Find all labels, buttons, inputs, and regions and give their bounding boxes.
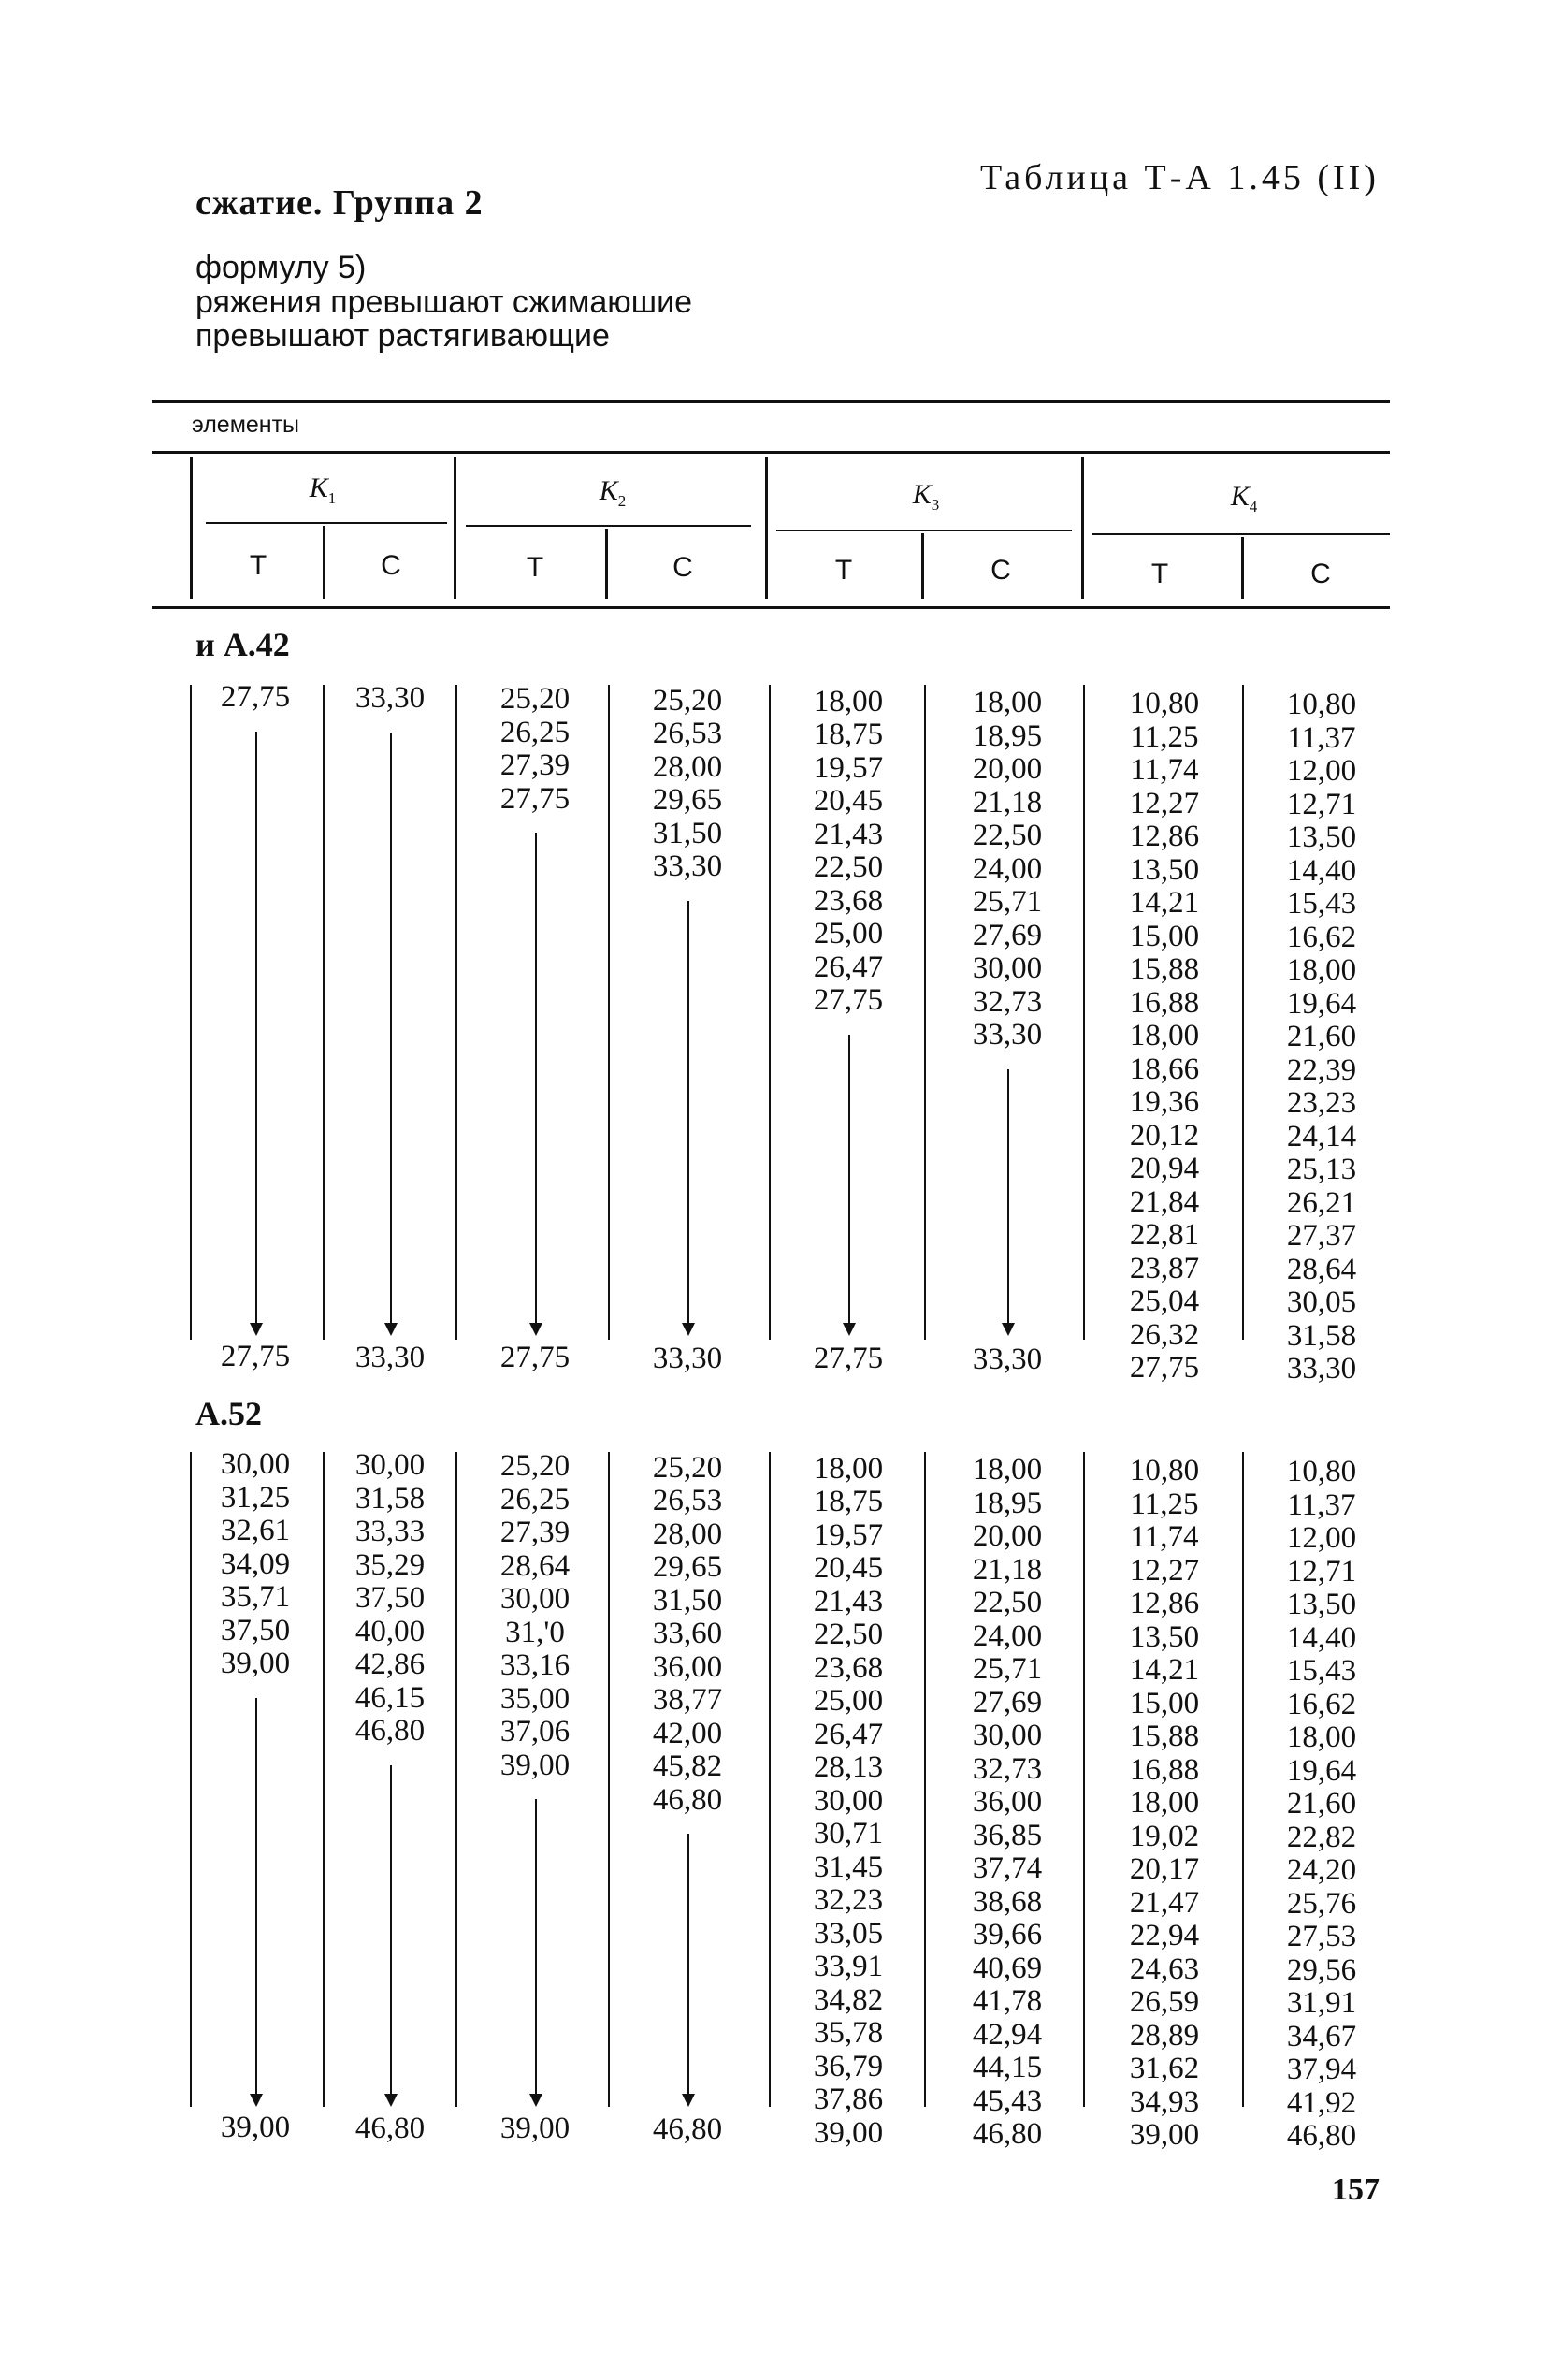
table-cell: 18,00 xyxy=(813,1451,884,1486)
table-cell: 26,21 xyxy=(1286,1185,1357,1220)
table-cell: 15,88 xyxy=(1129,1720,1200,1754)
table-cell: 12,00 xyxy=(1286,1521,1357,1556)
table-cell: 18,00 xyxy=(813,684,884,718)
table-cell: 22,50 xyxy=(972,819,1043,852)
hdr-divider-0 xyxy=(190,457,193,599)
s1-divider-6 xyxy=(1083,685,1085,1340)
table-cell: 35,78 xyxy=(813,2016,884,2051)
table-cell: 20,17 xyxy=(1129,1852,1200,1887)
table-cell: 29,65 xyxy=(652,783,723,818)
table-cell: 13,50 xyxy=(1286,820,1357,855)
table-cell: 25,00 xyxy=(813,1684,884,1719)
table-cell: 25,76 xyxy=(1286,1886,1357,1921)
table-caption: Таблица Т-А 1.45 (II) xyxy=(980,158,1380,197)
table-cell: 20,12 xyxy=(1129,1118,1200,1153)
table-cell: 32,73 xyxy=(972,984,1043,1019)
table-cell: 12,27 xyxy=(1129,786,1200,820)
table-cell: 21,18 xyxy=(972,1552,1043,1587)
table-cell: 11,25 xyxy=(1130,719,1199,754)
table-cell: 22,50 xyxy=(813,850,884,885)
column-section1-6 xyxy=(1113,688,1216,1386)
subtitle-line-3: превышают растягивающие xyxy=(195,318,610,354)
header-c-3: С xyxy=(990,555,1011,586)
table-cell: 25,20 xyxy=(652,683,723,718)
table-cell: 10,80 xyxy=(1286,1455,1357,1489)
table-cell: 13,50 xyxy=(1129,852,1200,887)
table-cell: 33,91 xyxy=(813,1950,884,1984)
table-cell: 18,00 xyxy=(972,1453,1043,1487)
table-cell: 39,00 xyxy=(813,2115,884,2150)
table-cell: 19,02 xyxy=(1129,1819,1200,1853)
tc-divider-1 xyxy=(323,526,325,599)
table-cell: 20,45 xyxy=(813,1551,884,1586)
header-k3: $K_3$ xyxy=(912,479,940,514)
column-section2-0 xyxy=(204,1448,307,1681)
table-cell: 36,00 xyxy=(652,1649,723,1684)
table-cell: 20,94 xyxy=(1129,1152,1200,1186)
table-cell: 23,87 xyxy=(1129,1251,1200,1285)
table-cell: 18,75 xyxy=(813,718,884,752)
table-cell: 20,45 xyxy=(813,784,884,819)
table-cell: 28,64 xyxy=(1286,1252,1357,1286)
table-cell: 19,57 xyxy=(813,750,884,785)
s2-divider-6 xyxy=(1083,1452,1085,2107)
table-cell: 40,00 xyxy=(354,1614,426,1648)
table-cell: 38,68 xyxy=(972,1884,1043,1919)
down-arrow-icon xyxy=(390,1765,392,2094)
column-section1-0 xyxy=(204,681,307,715)
table-cell: 39,00 xyxy=(499,1748,571,1782)
table-cell: 46,15 xyxy=(354,1680,426,1715)
column-section2-7 xyxy=(1270,1456,1373,2154)
table-cell: 20,00 xyxy=(972,752,1043,786)
table-cell: 24,20 xyxy=(1286,1853,1357,1888)
table-cell: 26,53 xyxy=(652,717,723,751)
table-cell: 11,37 xyxy=(1287,1488,1356,1522)
table-cell: 25,20 xyxy=(499,682,571,717)
table-cell: 37,74 xyxy=(972,1851,1043,1885)
table-cell: 27,75 xyxy=(499,781,571,816)
s1-divider-3 xyxy=(608,685,610,1340)
table-cell: 18,95 xyxy=(972,1486,1043,1520)
column-section2-5 xyxy=(956,1454,1059,2152)
table-cell: 20,00 xyxy=(972,1519,1043,1553)
column-section2-4 xyxy=(797,1453,900,2151)
table-cell: 14,40 xyxy=(1286,853,1357,888)
table-cell: 23,23 xyxy=(1286,1086,1357,1121)
subtitle-line-1: формулу 5) xyxy=(195,250,367,285)
table-cell: 24,63 xyxy=(1129,1952,1200,1986)
table-cell: 25,20 xyxy=(652,1450,723,1485)
table-cell: 16,62 xyxy=(1286,920,1357,954)
table-cell: 19,64 xyxy=(1286,1753,1357,1788)
table-cell: 37,86 xyxy=(813,2082,884,2117)
table-cell: 12,71 xyxy=(1286,1554,1357,1589)
table-cell: 21,47 xyxy=(1129,1885,1200,1920)
rule-upper xyxy=(152,451,1390,454)
table-cell: 11,25 xyxy=(1130,1487,1199,1521)
table-cell: 46,80 xyxy=(1286,2119,1357,2154)
table-cell: 18,75 xyxy=(813,1485,884,1519)
table-cell: 30,00 xyxy=(972,951,1043,985)
table-cell-end: 39,00 xyxy=(499,2112,571,2146)
table-cell: 18,95 xyxy=(972,718,1043,753)
table-cell-end: 33,30 xyxy=(972,1342,1043,1376)
table-cell: 23,68 xyxy=(813,1650,884,1685)
table-cell: 22,94 xyxy=(1129,1919,1200,1953)
table-cell: 15,00 xyxy=(1129,919,1200,953)
table-cell: 25,71 xyxy=(972,1652,1043,1686)
table-cell: 37,94 xyxy=(1286,2053,1357,2087)
table-cell: 34,82 xyxy=(813,1982,884,2017)
table-cell: 23,68 xyxy=(813,883,884,918)
table-cell-end: 27,75 xyxy=(499,1341,571,1375)
table-cell: 27,69 xyxy=(972,1685,1043,1720)
table-cell: 22,50 xyxy=(813,1618,884,1652)
s2-divider-4 xyxy=(769,1452,771,2107)
table-cell: 27,37 xyxy=(1286,1219,1357,1254)
s1-divider-0 xyxy=(190,685,192,1340)
table-cell: 18,00 xyxy=(1286,1720,1357,1755)
table-cell: 21,84 xyxy=(1129,1184,1200,1219)
table-cell: 19,57 xyxy=(813,1517,884,1552)
table-cell: 26,53 xyxy=(652,1484,723,1518)
table-cell: 26,25 xyxy=(499,715,571,749)
table-cell: 21,43 xyxy=(813,1584,884,1618)
table-cell: 15,43 xyxy=(1286,887,1357,922)
table-cell: 33,30 xyxy=(652,849,723,884)
table-cell: 31,50 xyxy=(652,1583,723,1618)
k3-underline xyxy=(776,530,1072,531)
down-arrow-icon xyxy=(848,1035,850,1323)
down-arrow-icon xyxy=(535,833,537,1323)
section-label-1: и А.42 xyxy=(195,626,290,663)
table-cell: 16,88 xyxy=(1129,1752,1200,1787)
table-cell: 45,43 xyxy=(972,2083,1043,2118)
table-cell: 45,82 xyxy=(652,1749,723,1784)
column-section1-7 xyxy=(1270,689,1373,1386)
table-cell: 26,32 xyxy=(1129,1317,1200,1352)
table-cell: 12,27 xyxy=(1129,1553,1200,1588)
s2-divider-1 xyxy=(323,1452,325,2107)
table-cell: 36,79 xyxy=(813,2049,884,2083)
table-cell: 33,30 xyxy=(1286,1352,1357,1386)
table-cell: 33,16 xyxy=(499,1648,571,1683)
table-cell: 18,00 xyxy=(1129,1019,1200,1053)
table-cell: 40,69 xyxy=(972,1951,1043,1985)
s1-divider-4 xyxy=(769,685,771,1340)
table-cell: 16,62 xyxy=(1286,1687,1357,1721)
table-cell: 11,74 xyxy=(1130,753,1199,788)
table-cell: 25,00 xyxy=(813,917,884,951)
k4-underline xyxy=(1092,533,1390,535)
table-cell: 39,00 xyxy=(220,1647,291,1680)
table-cell: 12,86 xyxy=(1129,1587,1200,1621)
table-cell: 19,36 xyxy=(1129,1085,1200,1120)
down-arrow-icon xyxy=(535,1799,537,2094)
table-cell: 33,33 xyxy=(354,1515,426,1549)
table-cell: 37,50 xyxy=(354,1581,426,1616)
table-cell: 41,92 xyxy=(1286,2085,1357,2120)
header-c-1: С xyxy=(381,550,401,581)
column-section1-1 xyxy=(339,682,441,716)
s1-divider-1 xyxy=(323,685,325,1340)
table-cell: 34,09 xyxy=(220,1546,291,1581)
table-cell: 18,00 xyxy=(1129,1786,1200,1821)
column-section2-3 xyxy=(636,1452,739,1818)
table-cell: 11,74 xyxy=(1130,1520,1199,1555)
column-section2-6 xyxy=(1113,1455,1216,2153)
s1-divider-2 xyxy=(455,685,457,1340)
table-cell: 32,23 xyxy=(813,1883,884,1918)
table-cell: 44,15 xyxy=(972,2051,1043,2084)
down-arrow-icon xyxy=(255,732,257,1324)
table-cell: 31,58 xyxy=(1286,1318,1357,1353)
table-cell: 21,43 xyxy=(813,817,884,851)
table-cell: 22,82 xyxy=(1286,1820,1357,1854)
table-cell: 25,20 xyxy=(499,1449,571,1484)
down-arrow-icon xyxy=(687,901,689,1323)
table-cell: 24,00 xyxy=(972,1618,1043,1653)
rule-header-bottom xyxy=(152,606,1390,609)
table-cell: 31,45 xyxy=(813,1850,884,1884)
table-cell: 27,39 xyxy=(499,1516,571,1550)
table-cell: 15,43 xyxy=(1286,1654,1357,1689)
table-cell: 42,86 xyxy=(354,1647,426,1682)
down-arrow-icon xyxy=(687,1834,689,2094)
hdr-divider-1 xyxy=(454,457,456,599)
table-cell: 12,71 xyxy=(1286,787,1357,821)
table-cell: 35,71 xyxy=(220,1580,291,1614)
header-c-2: С xyxy=(672,552,693,583)
column-section2-1 xyxy=(339,1449,441,1749)
table-cell: 31,25 xyxy=(220,1480,291,1515)
table-cell: 14,21 xyxy=(1129,1653,1200,1688)
tc-divider-4 xyxy=(1241,537,1244,599)
header-k4: $K_4$ xyxy=(1230,481,1258,515)
down-arrow-icon xyxy=(1007,1069,1009,1324)
table-cell: 15,88 xyxy=(1129,952,1200,987)
table-cell: 18,00 xyxy=(972,686,1043,719)
s1-divider-5 xyxy=(924,685,926,1340)
table-cell: 22,39 xyxy=(1286,1052,1357,1087)
table-cell: 34,67 xyxy=(1286,2019,1357,2053)
header-t-2: Т xyxy=(526,552,544,583)
table-cell: 33,30 xyxy=(972,1018,1043,1052)
table-cell: 27,39 xyxy=(499,748,571,783)
s2-divider-5 xyxy=(924,1452,926,2107)
table-cell: 25,13 xyxy=(1286,1153,1357,1187)
table-cell: 10,80 xyxy=(1129,1454,1200,1488)
table-cell: 31,58 xyxy=(354,1481,426,1516)
table-cell: 28,64 xyxy=(499,1548,571,1583)
table-cell: 37,06 xyxy=(499,1715,571,1749)
s2-divider-7 xyxy=(1242,1452,1244,2107)
table-cell: 27,75 xyxy=(1129,1351,1200,1386)
table-cell: 30,00 xyxy=(813,1783,884,1818)
rule-top xyxy=(152,400,1390,403)
column-section1-3 xyxy=(636,685,739,884)
table-cell: 30,00 xyxy=(220,1447,291,1481)
table-cell: 27,75 xyxy=(220,680,291,714)
table-cell: 30,71 xyxy=(813,1817,884,1851)
table-cell: 30,05 xyxy=(1286,1285,1357,1320)
table-cell: 31,62 xyxy=(1129,2052,1200,2086)
header-c-4: С xyxy=(1310,559,1331,589)
table-cell: 38,77 xyxy=(652,1683,723,1718)
hdr-divider-2 xyxy=(765,457,768,599)
column-section1-4 xyxy=(797,686,900,1018)
table-cell: 41,78 xyxy=(972,1984,1043,2018)
table-cell: 21,60 xyxy=(1286,1020,1357,1054)
tc-divider-3 xyxy=(921,533,924,599)
table-cell: 18,66 xyxy=(1129,1052,1200,1086)
s2-divider-0 xyxy=(190,1452,192,2107)
header-t-1: Т xyxy=(249,550,267,581)
table-cell: 19,64 xyxy=(1286,986,1357,1021)
table-cell-end: 33,30 xyxy=(652,1341,723,1375)
table-cell: 33,05 xyxy=(813,1916,884,1951)
header-k1: $K_1$ xyxy=(309,472,337,507)
table-cell: 26,47 xyxy=(813,1717,884,1751)
table-cell: 33,30 xyxy=(354,681,426,716)
table-cell: 26,59 xyxy=(1129,1985,1200,2020)
column-section2-2 xyxy=(484,1450,586,1782)
table-cell: 14,40 xyxy=(1286,1620,1357,1655)
table-cell: 10,80 xyxy=(1129,687,1200,721)
table-cell: 11,37 xyxy=(1287,720,1356,755)
tc-divider-2 xyxy=(605,529,608,599)
table-cell: 25,71 xyxy=(972,885,1043,919)
k1-underline xyxy=(206,522,447,524)
elements-label: элементы xyxy=(192,412,300,438)
table-cell: 13,50 xyxy=(1286,1588,1357,1622)
table-cell-end: 27,75 xyxy=(220,1340,291,1373)
table-cell: 33,60 xyxy=(652,1617,723,1651)
k2-underline xyxy=(466,525,751,527)
down-arrow-icon xyxy=(390,733,392,1323)
table-cell: 27,69 xyxy=(972,918,1043,952)
table-cell-end: 46,80 xyxy=(652,2112,723,2146)
column-section1-5 xyxy=(956,687,1059,1052)
page-number: 157 xyxy=(1332,2172,1380,2207)
table-cell-end: 39,00 xyxy=(220,2111,291,2144)
table-cell: 14,21 xyxy=(1129,886,1200,921)
table-cell: 31,91 xyxy=(1286,1986,1357,2021)
subtitle-line-2: ряжения превышают сжимаюшие xyxy=(195,284,692,320)
table-cell: 21,60 xyxy=(1286,1787,1357,1821)
table-cell: 30,00 xyxy=(354,1448,426,1483)
table-cell: 29,65 xyxy=(652,1550,723,1585)
table-cell-end: 46,80 xyxy=(354,2111,426,2145)
table-cell: 35,29 xyxy=(354,1547,426,1582)
table-cell: 28,89 xyxy=(1129,2018,1200,2053)
table-cell: 31,50 xyxy=(652,816,723,850)
header-k2: $K_2$ xyxy=(599,475,627,510)
table-cell: 12,86 xyxy=(1129,820,1200,854)
table-cell: 32,61 xyxy=(220,1514,291,1547)
table-cell: 28,13 xyxy=(813,1750,884,1785)
table-cell: 26,47 xyxy=(813,950,884,984)
table-cell: 46,80 xyxy=(354,1714,426,1749)
table-cell-end: 33,30 xyxy=(354,1340,426,1374)
table-cell: 30,00 xyxy=(499,1582,571,1617)
s2-divider-3 xyxy=(608,1452,610,2107)
table-cell: 39,66 xyxy=(972,1918,1043,1952)
table-cell: 39,00 xyxy=(1129,2118,1200,2153)
table-cell: 12,00 xyxy=(1286,754,1357,789)
table-cell: 27,53 xyxy=(1286,1920,1357,1954)
table-cell: 36,85 xyxy=(972,1818,1043,1852)
hdr-divider-3 xyxy=(1081,457,1084,599)
table-cell: 42,00 xyxy=(652,1716,723,1750)
table-cell: 35,00 xyxy=(499,1681,571,1716)
table-cell: 30,00 xyxy=(972,1719,1043,1752)
table-cell: 18,00 xyxy=(1286,953,1357,988)
table-cell: 24,00 xyxy=(972,851,1043,886)
table-cell: 28,00 xyxy=(652,749,723,784)
column-section1-2 xyxy=(484,683,586,816)
table-cell: 27,75 xyxy=(813,983,884,1018)
table-cell: 21,18 xyxy=(972,785,1043,820)
table-cell: 31,'0 xyxy=(505,1615,565,1649)
table-cell: 34,93 xyxy=(1129,2084,1200,2119)
table-cell: 25,04 xyxy=(1129,1284,1200,1319)
table-cell: 46,80 xyxy=(972,2117,1043,2151)
section-label-2: А.52 xyxy=(195,1395,262,1432)
header-t-3: Т xyxy=(834,555,853,586)
table-cell: 10,80 xyxy=(1286,688,1357,722)
s2-divider-2 xyxy=(455,1452,457,2107)
table-cell: 42,94 xyxy=(972,2017,1043,2052)
table-cell: 15,00 xyxy=(1129,1686,1200,1720)
header-t-4: Т xyxy=(1150,559,1169,589)
table-cell-end: 27,75 xyxy=(813,1342,884,1376)
table-cell: 26,25 xyxy=(499,1482,571,1517)
table-cell: 28,00 xyxy=(652,1517,723,1551)
table-cell: 46,80 xyxy=(652,1782,723,1817)
page-heading: сжатие. Группа 2 xyxy=(195,183,484,223)
table-cell: 13,50 xyxy=(1129,1619,1200,1654)
table-cell: 29,56 xyxy=(1286,1952,1357,1987)
down-arrow-icon xyxy=(255,1698,257,2095)
table-cell: 22,50 xyxy=(972,1586,1043,1619)
table-cell: 24,14 xyxy=(1286,1119,1357,1154)
table-cell: 32,73 xyxy=(972,1751,1043,1786)
table-cell: 22,81 xyxy=(1129,1218,1200,1253)
table-cell: 37,50 xyxy=(220,1613,291,1647)
s1-divider-7 xyxy=(1242,685,1244,1340)
table-cell: 16,88 xyxy=(1129,985,1200,1020)
table-cell: 36,00 xyxy=(972,1785,1043,1819)
